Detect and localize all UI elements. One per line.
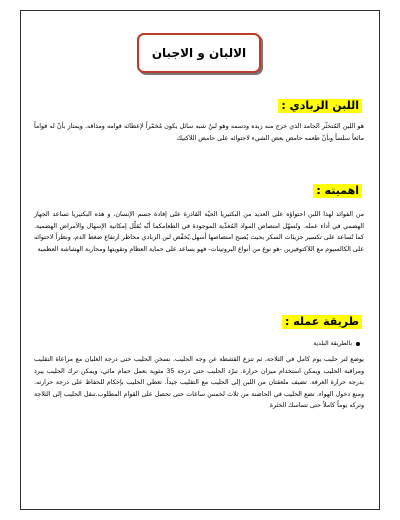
- title-box: [137, 33, 261, 73]
- page-title: الالبان و الاجبان: [151, 46, 247, 60]
- section-heading-zabadi: اللبن الزبادي :: [278, 99, 362, 113]
- bullet-icon: [356, 342, 360, 346]
- section-paragraph-zabadi: هو اللبن المُتخثّر الجامد الذي خرج منه زبده ودسمه وهو لبنٌ شبه سائل يكون مُخمّراً لإعطائه قوامه ومذاقه. ويمتاز بأنّ له قواماً مائعاً سلساً وبأنّ طعمه حامض بعض الشيء لاحتوائه على حامض اللاكتيك: [34, 123, 364, 142]
- method-bullet: [313, 339, 360, 349]
- section-paragraph-method: يوضع لتر حليب يوم كامل في الثلاجة، ثم تنزع القشطة عن وجه الحليب. نسخن الحليب حتى درجة الغليان مع مراعاة التقليب ومراقبة الحليب ويمكن استخدام ميزان حرارة. تبرّد الحليب حتى درجة 35 مئوية بعمل حمام مائي، ويمكن ترك الحليب يبرد بدرجة حرارة الغرفة. تضيف ملعقتان من اللبن إلى الحليب مع التقليب جيداً. تغطي الحليب بإحكام للحفاظ على درجة حرارته. ومنع دخول الهواء. تضع الحليب في الحاضنة من ثلاث لخمس ساعات حتى تحصل على القوام المطلوب.تنقل الحليب إلى الثلاجة وتركه يوماً كاملاً حتى تتماسك الخثرة: [34, 356, 364, 409]
- page-border: [20, 10, 380, 510]
- section-heading-importance: اهميته :: [313, 184, 362, 198]
- method-bullet-label: بالطريقة البلدية: [313, 340, 352, 347]
- section-paragraph-importance: من الفوائد لهذا اللبن احتواؤه على العديد من البكتيريا الحيّة القادرة على إفادة جسم الإنسان، و هذه البكتيريا تساعد الجهاز الهضمي في أداء عمله. وتُسهّل امتصاص المواد المُغذّية الموجودة في الطعامكما أنّه يُقلّل إمكانية الإسهال والأمراض الهضمية. كما تُساعد على تكسير جزيئات السكر بحيث يُصبح امتصاصها أسهل.يُخفّض لبن الزبادي مخاطر ارتفاع ضغط الدم، ونظراً لاحتوائه على الكالسيوم مع اللاكتوفيرين -هو نوع من أنواع البروتينات- فهو يساعد على حماية العظام وتقويتها ومحاربة الهشاشة العظمية: [34, 211, 364, 253]
- section-heading-method: طريقة عمله :: [282, 315, 362, 329]
